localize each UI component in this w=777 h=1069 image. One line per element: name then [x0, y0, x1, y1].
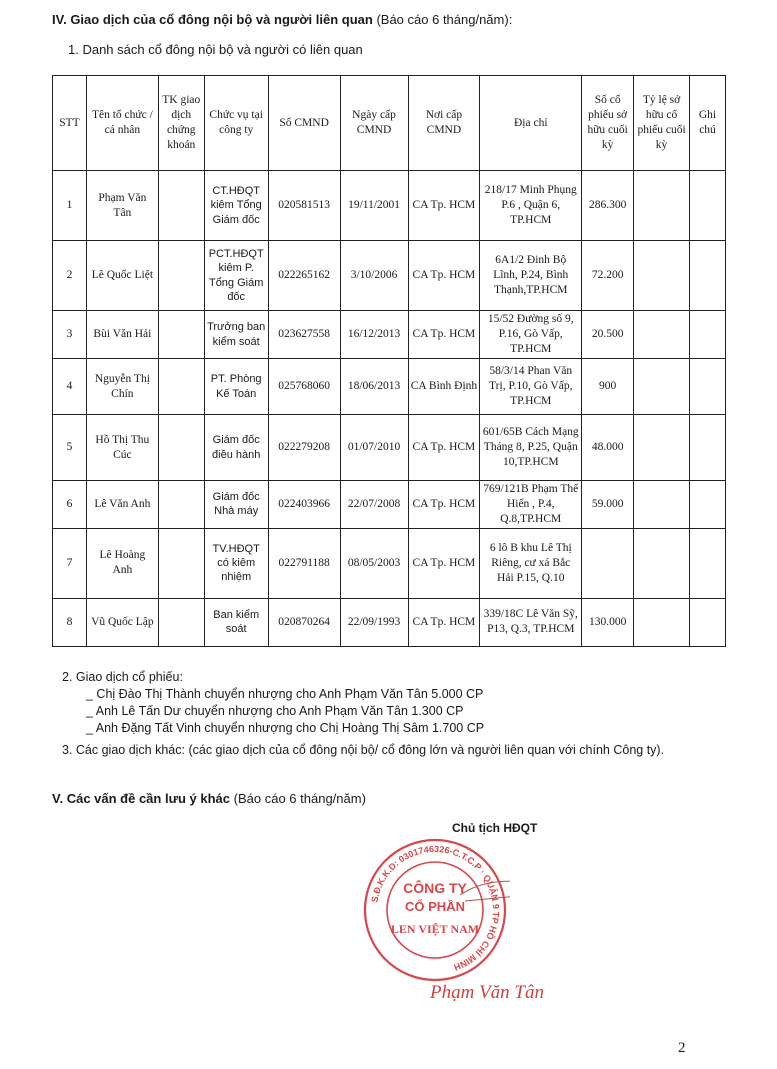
header-shares: Số cổ phiếu sở hữu cuối kỳ	[582, 76, 634, 171]
transaction-line: _ Anh Lê Tấn Dư chuyển nhượng cho Anh Phạm Văn Tân 1.300 CP	[86, 704, 464, 718]
header-stt: STT	[53, 76, 87, 171]
header-name: Tên tổ chức / cá nhân	[86, 76, 158, 171]
cell-shares: 48.000	[582, 415, 634, 481]
cell-tk	[158, 171, 204, 241]
table-row	[53, 359, 726, 415]
table-row	[53, 598, 726, 646]
table-row	[53, 528, 726, 598]
cell-tk	[158, 311, 204, 359]
header-date: Ngày cấp CMND	[340, 76, 408, 171]
header-place: Nơi cấp CMND	[408, 76, 480, 171]
table-header-row	[53, 76, 726, 171]
cell-date: 22/09/1993	[340, 598, 408, 646]
cell-name: Nguyễn Thị Chín	[86, 359, 158, 415]
cell-date: 19/11/2001	[340, 171, 408, 241]
cell-tk	[158, 415, 204, 481]
cell-cmnd: 022265162	[268, 241, 340, 311]
cell-tk	[158, 481, 204, 529]
cell-stt: 8	[53, 598, 87, 646]
cell-tk	[158, 528, 204, 598]
signer-name: Phạm Văn Tân	[430, 982, 544, 1003]
cell-note	[689, 481, 725, 529]
cell-ratio	[634, 481, 690, 529]
cell-stt: 4	[53, 359, 87, 415]
section-2	[62, 669, 484, 737]
cell-cmnd: 022279208	[268, 415, 340, 481]
cell-ratio	[634, 528, 690, 598]
cell-place: CA Tp. HCM	[408, 241, 480, 311]
cell-name: Phạm Văn Tân	[86, 171, 158, 241]
svg-text:CÔNG TY: CÔNG TY	[403, 880, 467, 896]
header-cmnd: Số CMND	[268, 76, 340, 171]
cell-role: Trưởng ban kiểm soát	[204, 311, 268, 359]
svg-text:S.Đ.K.K.D: 0301746326-C.T.C.P: S.Đ.K.K.D: 0301746326-C.T.C.P · QUẬN 9 TP HỒ CHÍ MINH	[369, 843, 502, 973]
cell-note	[689, 528, 725, 598]
cell-role: PT. Phòng Kế Toán	[204, 359, 268, 415]
cell-place: CA Tp. HCM	[408, 415, 480, 481]
header-address: Địa chỉ	[480, 76, 582, 171]
cell-tk	[158, 241, 204, 311]
cell-ratio	[634, 311, 690, 359]
table-row	[53, 311, 726, 359]
cell-name: Lê Hoàng Anh	[86, 528, 158, 598]
cell-tk	[158, 598, 204, 646]
cell-ratio	[634, 241, 690, 311]
cell-address: 58/3/14 Phan Văn Trị, P.10, Gò Vấp, TP.HCM	[480, 359, 582, 415]
cell-shares: 900	[582, 359, 634, 415]
header-role: Chức vụ tại công ty	[204, 76, 268, 171]
cell-note	[689, 311, 725, 359]
svg-text:LEN VIỆT NAM: LEN VIỆT NAM	[390, 922, 480, 936]
cell-place: CA Tp. HCM	[408, 598, 480, 646]
cell-cmnd: 020870264	[268, 598, 340, 646]
cell-ratio	[634, 359, 690, 415]
cell-place: CA Tp. HCM	[408, 171, 480, 241]
cell-note	[689, 241, 725, 311]
cell-name: Vũ Quốc Lập	[86, 598, 158, 646]
cell-name: Hồ Thị Thu Cúc	[86, 415, 158, 481]
shareholder-table	[52, 75, 726, 647]
cell-role: Giám đốc điều hành	[204, 415, 268, 481]
cell-place: CA Bình Định	[408, 359, 480, 415]
section-v-heading: V. Các vấn đề cần lưu ý khác (Báo cáo 6 tháng/năm)	[52, 791, 366, 806]
cell-note	[689, 359, 725, 415]
cell-place: CA Tp. HCM	[408, 311, 480, 359]
cell-address: 769/121B Phạm Thế Hiển , P.4, Q.8,TP.HCM	[480, 481, 582, 529]
section-3: 3. Các giao dịch khác: (các giao dịch của cổ đông nội bộ/ cổ đông lớn và người liên quan với chính Công ty).	[62, 743, 665, 757]
cell-role: Giám đốc Nhà máy	[204, 481, 268, 529]
cell-note	[689, 598, 725, 646]
cell-role: Ban kiểm soát	[204, 598, 268, 646]
cell-shares: 20.500	[582, 311, 634, 359]
cell-cmnd: 023627558	[268, 311, 340, 359]
cell-ratio	[634, 171, 690, 241]
cell-date: 3/10/2006	[340, 241, 408, 311]
cell-ratio	[634, 415, 690, 481]
cell-role: CT.HĐQT kiêm Tổng Giám đốc	[204, 171, 268, 241]
cell-cmnd: 022403966	[268, 481, 340, 529]
header-tk: TK giao dịch chứng khoán	[158, 76, 204, 171]
cell-shares: 72.200	[582, 241, 634, 311]
page-number: 2	[678, 1040, 686, 1056]
cell-stt: 2	[53, 241, 87, 311]
cell-shares: 130.000	[582, 598, 634, 646]
cell-cmnd: 025768060	[268, 359, 340, 415]
table-row	[53, 481, 726, 529]
cell-note	[689, 415, 725, 481]
svg-text:CỔ PHẦN: CỔ PHẦN	[405, 899, 465, 914]
cell-role: PCT.HĐQT kiêm P. Tổng Giám đốc	[204, 241, 268, 311]
cell-name: Lê Quốc Liệt	[86, 241, 158, 311]
cell-tk	[158, 359, 204, 415]
cell-address: 601/65B Cách Mạng Tháng 8, P.25, Quận 10,TP.HCM	[480, 415, 582, 481]
header-note: Ghi chú	[689, 76, 725, 171]
company-stamp	[360, 835, 510, 990]
cell-stt: 1	[53, 171, 87, 241]
cell-role: TV.HĐQT có kiêm nhiệm	[204, 528, 268, 598]
cell-name: Lê Văn Anh	[86, 481, 158, 529]
signature-title: Chủ tịch HĐQT	[452, 821, 538, 835]
cell-shares: 59.000	[582, 481, 634, 529]
cell-address: 339/18C Lê Văn Sỹ, P13, Q.3, TP.HCM	[480, 598, 582, 646]
cell-note	[689, 171, 725, 241]
cell-shares	[582, 528, 634, 598]
cell-date: 08/05/2003	[340, 528, 408, 598]
cell-name: Bùi Văn Hải	[86, 311, 158, 359]
cell-place: CA Tp. HCM	[408, 528, 480, 598]
cell-date: 18/06/2013	[340, 359, 408, 415]
cell-stt: 5	[53, 415, 87, 481]
cell-stt: 7	[53, 528, 87, 598]
table-row	[53, 415, 726, 481]
transaction-line: _ Anh Đặng Tất Vinh chuyển nhượng cho Chị Hoàng Thị Sâm 1.700 CP	[86, 721, 485, 735]
section-iv-heading: IV. Giao dịch của cổ đông nội bộ và người liên quan (Báo cáo 6 tháng/năm):	[52, 12, 513, 27]
cell-ratio	[634, 598, 690, 646]
cell-date: 16/12/2013	[340, 311, 408, 359]
section-2-title: 2. Giao dịch cổ phiếu:	[62, 670, 183, 684]
cell-cmnd: 020581513	[268, 171, 340, 241]
subtitle-list: 1. Danh sách cổ đông nội bộ và người có liên quan	[68, 42, 363, 57]
cell-address: 218/17 Minh Phụng P.6 , Quận 6, TP.HCM	[480, 171, 582, 241]
cell-address: 15/52 Đường số 9, P.16, Gò Vấp, TP.HCM	[480, 311, 582, 359]
cell-stt: 6	[53, 481, 87, 529]
cell-cmnd: 022791188	[268, 528, 340, 598]
header-ratio: Tỷ lệ sở hữu cổ phiếu cuối kỳ	[634, 76, 690, 171]
transaction-line: _ Chị Đào Thị Thành chuyển nhượng cho Anh Phạm Văn Tân 5.000 CP	[86, 687, 484, 701]
cell-shares: 286.300	[582, 171, 634, 241]
cell-date: 01/07/2010	[340, 415, 408, 481]
table-row	[53, 241, 726, 311]
table-row	[53, 171, 726, 241]
cell-date: 22/07/2008	[340, 481, 408, 529]
cell-address: 6 lô B khu Lê Thị Riêng, cư xá Bắc Hải P.15, Q.10	[480, 528, 582, 598]
cell-address: 6A1/2 Đinh Bộ Lĩnh, P.24, Bình Thạnh,TP.HCM	[480, 241, 582, 311]
cell-stt: 3	[53, 311, 87, 359]
cell-place: CA Tp. HCM	[408, 481, 480, 529]
